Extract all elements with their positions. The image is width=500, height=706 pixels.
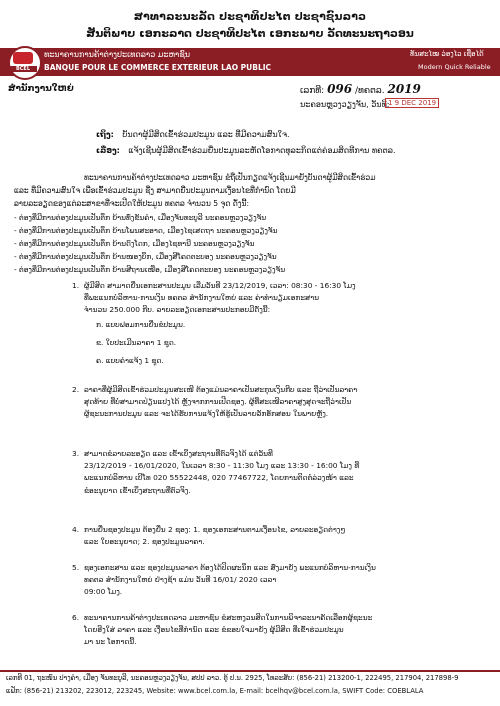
item-line: ຈຳນວນ 250.000 ກີບ. ລາຍລະອຽດເອກະສານປະກອບມີດັ່ງນີ້: xyxy=(84,305,271,315)
item-line: ທີ່ພະແນກບໍລິຫານ-ການເງິນ ທຄຕລ ສຳນັກງານໃຫຍ່ ແລະ ຄ່າທຳນຽມເອກະສານ xyxy=(84,293,320,303)
national-motto: ສັນຕິພາບ ເອກະລາດ ປະຊາທິປະໄຕ ເອກະພາບ ວັດທະນະຖາວອນ xyxy=(86,27,414,40)
numbered-item-6 xyxy=(72,612,488,649)
numbered-item-3 xyxy=(72,448,488,497)
date-line: ນະຄອນຫຼວງວຽງຈັນ, ວັນທີ: xyxy=(300,100,390,109)
to-text: ບັນດາຜູ້ມີສິດເຂົ້າຮ່ວມປະມູນ ແລະ ທີ່ມີຄວາມສົນໃຈ. xyxy=(122,130,290,139)
sub-item: ຂ. ໃບປະເມີນລາຄາ 1 ຊຸດ. xyxy=(96,338,177,347)
subject-label: ເລື່ອງ: xyxy=(96,146,120,155)
intro-line: ລາຍລະອຽດຂອງແຕ່ລະສາຂາທີ່ຈະເປີດໃຫ້ປະມູນ ທຄຕລ ຈຳນວນ 5 ຈຸດ ດັ່ງນີ້: xyxy=(14,199,250,208)
item-line: ລາຄາທີ່ຜູ້ມີສິດເຂົ້າຮ່ວມປະມູນສະເໜີ ຕ້ອງແມ່ນລາຄາເປັນສະກຸນເງິນກີບ ແລະ ຖືວ່າເປັນລາຄາ xyxy=(84,385,358,394)
item-number: 2. xyxy=(72,385,80,394)
bank-logo-mark xyxy=(13,52,33,64)
to-line xyxy=(96,130,290,139)
bank-name-lao: ທະນາຄານການຄ້າຕ່າງປະເທດລາວ ມະຫາຊົນ xyxy=(44,50,191,59)
reference-number xyxy=(300,82,421,96)
numbered-item-1 xyxy=(72,280,488,317)
subject-line xyxy=(96,146,396,155)
item-line: ຜູ້ຊະນະການປະມູນ ແລະ ຈະໄດ້ຮັບການແຈ້ງໃຫ້ຮູ້ເປັນລາຍລັກອັກສອນ ໃນພາຍຫຼັງ. xyxy=(84,409,329,419)
item-line: ມາ ນະ ໂອກາດນີ້. xyxy=(84,637,137,647)
list-item: - ຕ່ອງທີ່ມີການຕ່ອງປະມູນເປັນຕຶກ ບ້ານທົ່ງຂັນຄຳ, ເມືອງຈັນທະບູລີ ນະຄອນຫຼວງວຽງຈັນ xyxy=(14,213,267,222)
ref-no: 096 xyxy=(327,82,353,96)
item-line: ສຸດທ້າຍ ທີ່ບໍ່ສາມາດປ່ຽນແປງໄດ້ ຫຼັງຈາກການເປີດຊອງ. ຜູ້ທີ່ສະເໜີລາຄາສູງສຸດຈະຖືວ່າເປັນ xyxy=(84,397,352,407)
item-line: ສາມາດຂໍລາຍລະອຽດ ແລະ ເຂົ້າເບິ່ງສະຖານທີ່ຕົວຈິງໄດ້ ແຕ່ວັນທີ xyxy=(84,449,273,458)
footer-contact: ແຟັກ: (856-21) 213202, 223012, 223245, Website: www.bcel.com.la, E-mail: bcelhqv@bcel.com.la, SWIFT Code: COEBLALA xyxy=(6,687,424,695)
numbered-item-2 xyxy=(72,384,488,421)
item-line: 23/12/2019 - 16/01/2020, ໃນເວລາ 8:30 - 11:30 ໂມງ ແລະ 13:30 - 16:00 ໂມງ ທີ່ xyxy=(84,461,360,471)
item-line: ພະແນກບໍລິຫານ ເບີໂທ 020 55522448, 020 77467722, ໂດຍການຕິດຕໍ່ລ່ວງໜ້າ ແລະ xyxy=(84,473,354,483)
list-item: - ຕ່ອງທີ່ມີການຕ່ອງປະມູນເປັນຕຶກ ບ້ານໂພນສະອາດ, ເມືອງໄຊເສດຖາ ນະຄອນຫຼວງວຽງຈັນ xyxy=(14,226,278,235)
national-title: ສາທາລະນະລັດ ປະຊາທິປະໄຕ ປະຊາຊົນລາວ xyxy=(133,10,367,23)
bank-name-fr: BANQUE POUR LE COMMERCE EXTERIEUR LAO PUBLIC xyxy=(44,63,272,72)
footer-divider xyxy=(0,670,500,672)
numbered-item-4 xyxy=(72,524,488,548)
office-name: ສຳນັກງານໃຫຍ່ xyxy=(8,84,74,94)
sub-item: ຄ. ແບບຄຳແຈ້ງ 1 ຊຸດ. xyxy=(96,356,164,365)
item-line: ການຍື່ນຊອງປະມູນ ຕ້ອງຍື່ນ 2 ຊອງ: 1. ຊອງເອກະສານຕາມເງື່ອນໄຂ, ລາຍລະອຽດຕ່າງໆ xyxy=(84,525,346,534)
item-number: 1. xyxy=(72,281,80,290)
bank-logo-text: BCEL xyxy=(9,66,37,72)
item-number: 6. xyxy=(72,613,80,622)
intro-line: ແລະ ທີ່ມີຄວາມສົນໃຈ ເພື່ອເຂົ້າຮ່ວມປະມູນ ຊື່ງ ສາມາດຍື່ນປະມູນຕາມເງື່ອນໄຂທີ່ກຳນົດ ໂດຍມີ xyxy=(14,186,296,195)
numbered-item-5 xyxy=(72,562,488,599)
sub-item: ກ. ແບບຟອມການຍື່ນຂໍປະມູນ. xyxy=(96,320,186,329)
subject-text: ແຈ້ງເຊີນຜູ້ມີສິດເຂົ້າຮ່ວມຍື່ນປະມູນລະຫັດໂອກາດທຸລະກິດແຕ່ຄ່ອມສິດທີການ ທຄຕລ. xyxy=(128,146,396,155)
ref-year: 2019 xyxy=(387,82,421,96)
item-line: ທຄຕລ ສຳນັກງານໃຫຍ່ ຢ່າງຊ້າ ແມ່ນ ວັນທີ 16/01/ 2020 ເວລາ xyxy=(84,575,277,585)
item-number: 4. xyxy=(72,525,80,534)
list-item: - ຕ່ອງທີ່ມີການຕ່ອງປະມູນເປັນຕຶກ ບ້ານດົງໂດກ, ເມືອງໄຊທານີ ນະຄອນຫຼວງວຽງຈັນ xyxy=(14,239,255,248)
ref-label: ເລກທີ: xyxy=(300,86,325,96)
list-item: - ຕ່ອງທີ່ມີການຕ່ອງປະມູນເປັນຕຶກ ບ້ານໜອງບຶກ, ເມືອງສີໂຄດຕະບອງ ນະຄອນຫຼວງວຽງຈັນ xyxy=(14,252,277,261)
ref-mid: /ທຄຕລ. xyxy=(355,86,385,96)
item-line: 09:00 ໂມງ. xyxy=(84,587,123,597)
intro-line: ທະນາຄານການຄ້າຕ່າງປະເທດລາວ ມະຫາຊົນ ຂໍຖືເປັນກຽດແຈ້ງເຊີນມາຍັງບັນດາຜູ້ມີສິດເຂົ້າຮ່ວມ xyxy=(84,173,376,182)
slogan-en: Modern Quick Reliable xyxy=(418,63,491,71)
item-line: ຂໍອະນຸຍາດ ເຂົ້າເບິ່ງສະຖານທີ່ຕົວຈິງ. xyxy=(84,485,191,495)
to-label: ເຖິງ: xyxy=(96,130,114,139)
item-line: ຊອງເອກະສານ ແລະ ຊອງປະມູນລາຄາ ຕ້ອງໄດ້ປິດຜະນຶກ ແລະ ສົ່ງມາຍັງ ພະແນກບໍລິຫານ-ການເງິນ xyxy=(84,563,376,572)
item-number: 3. xyxy=(72,449,80,458)
date-stamp: 1 9 DEC 2019 xyxy=(385,98,439,108)
footer-address: ເລກທີ 01, ຖະໜົນ ປາງຄຳ, ເມືອງ ຈັນທະບູລີ, ນະຄອນຫຼວງວຽງຈັນ, ສປປ ລາວ. ຕູ້ ປ.ນ. 2925, ໂທລະສັບ: (856-21) 213200-1, 222495, 217904, 217898-9 xyxy=(6,674,459,682)
item-line: ໂດຍອີງໃສ່ ລາຄາ ແລະ ເງື່ອນໄຂທີ່ກຳນົດ ແລະ ຂໍຂອບໃຈມາຍັງ ຜູ້ມີສິດ ທີ່ເຂົ້າຮ່ວມປະມູນ xyxy=(84,625,344,635)
item-number: 5. xyxy=(72,563,80,572)
slogan-lao: ທັນສະໄໝ ວ່ອງໄວ ເຊື່ອໄດ້ xyxy=(410,50,484,58)
item-line: ທະນາຄານການຄ້າຕ່າງປະເທດລາວ ມະຫາຊົນ ຂໍສະຫງວນສິດໃນການພິຈາລະນາຄັດເລືອກຜູ້ຊະນະ xyxy=(84,613,373,622)
list-item: - ຕ່ອງທີ່ມີການຕ່ອງປະມູນເປັນຕຶກ ບ້ານສີຖານເໜືອ, ເມືອງສີໂຄດຕະບອງ ນະຄອນຫຼວງວຽງຈັນ xyxy=(14,265,286,274)
item-line: ຜູ້ມີສິດ ສາມາດຍື່ນເອກະສານປະມູນ ເລີ່ມວັນທີ 23/12/2019, ເວລາ: 08:30 - 16:30 ໂມງ xyxy=(84,281,356,290)
item-line: ແລະ ໃບອະນຸຍາດ; 2. ຊອງປະມູນລາຄາ. xyxy=(84,537,205,547)
